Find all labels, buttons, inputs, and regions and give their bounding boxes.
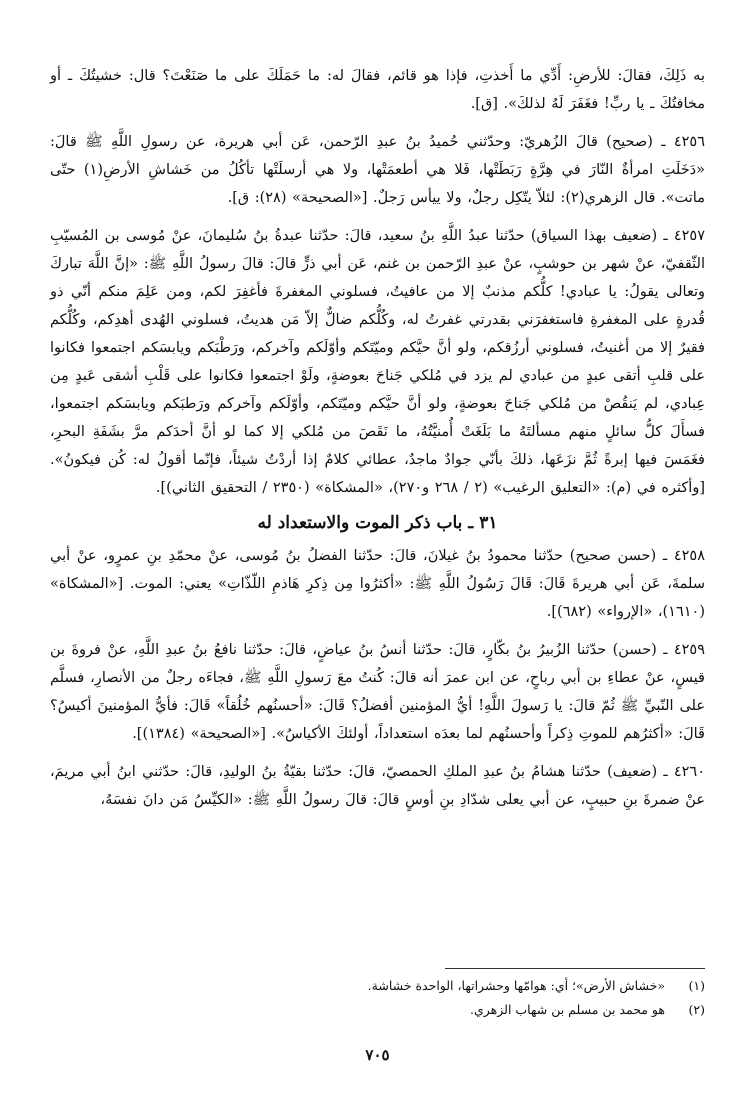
footnote-number: (٢) [688, 1002, 705, 1017]
chapter-title: ٣١ ـ باب ذكر الموت والاستعداد له [257, 513, 498, 533]
hadith-4260: ٤٢٦٠ ـ (ضعيف) حدّثنا هشامُ بنُ عبدِ الملكِ الحمصيّ، قالَ: حدّثنا بقيّةُ بنُ الوليدِ، قالَ: حدّثني ابنُ أبي مريمَ، عنْ ضمرةَ بنِ حبيبٍ، عن أبي يعلى شدّادِ بنِ أوسٍ قالَ: قالَ رسولُ اللَّهِ ﷺ: «الكيِّسُ مَن دانَ نفسَهُ، [50, 764, 705, 808]
hadith-4258: ٤٢٥٨ ـ (حسن صحيح) حدّثنا محمودُ بنُ غيلانَ، قالَ: حدّثنا الفضلُ بنُ مُوسى، عنْ محمّدِ بنِ عمرٍو، عنْ أبي سلمةَ، عَن أبي هريرةَ قَالَ: قَالَ رَسُولُ اللَّهِ ﷺ: «أكثرُوا مِن ذِكرِ هَاذمِ اللّذّاتِ» يعني: الموت. [«المشكاة» (١٦١٠)، «الإرواء» (٦٨٢)]. [50, 548, 705, 620]
hadith-4259: ٤٢٥٩ ـ (حسن) حدّثنا الزُبيرُ بنُ بكّارٍ، قالَ: حدّثنا أنسُ بنُ عياضٍ، قالَ: حدّثنا نافعُ بنُ عبدِ اللَّهِ، عنْ فروةَ بن قيسٍ، عنْ عطاءِ بن أبي رباحٍ، عن ابن عمرَ أنه قالَ: كُنتُ معَ رَسولِ اللَّهِ ﷺ، فجاءَه رجلٌ من الأنصارِ، فسلَّم على النّبيِّ ﷺ ثُمّ قالَ: يا رَسولَ اللَّهِ! أيُّ المؤمنين أفضلُ؟ قَالَ: «أحسنُهم خُلُقاً» قَالَ: فأيُّ المؤمنينَ أكيسُ؟ قَالَ: «أكثرُهم للموتِ ذِكراً وأحسنُهم لما بعدَه استعداداً، أولئكَ الأكياسُ». [«الصحيحة» (١٣٨٤)]. [50, 642, 705, 742]
footnote-text: هو محمد بن مسلم بن شهاب الزهري. [470, 1002, 665, 1017]
footnote-1 [50, 974, 705, 998]
intro-paragraph: به ذَلِكَ، فقالَ: للأرضِ: أَدِّي ما أَخذتِ، فإذا هو قائم، فقالَ له: ما حَمَلَكَ على ما صَنَعْتَ؟ قال: خشيتُكَ ـ أو مخافتُكَ ـ يا ربِّ! فغَفَرَ لَهُ لذلكَ». [ق]. [50, 68, 705, 112]
footnote-text: «خشاش الأرض»؛ أي: هوامّها وحشراتها، الواحدة خشاشة. [367, 978, 665, 993]
page-number: ٧٠٥ [365, 1046, 390, 1064]
footnote-number: (١) [688, 978, 705, 993]
footnotes [50, 974, 705, 1022]
hadith-4256: ٤٢٥٦ ـ (صحيح) قالَ الزُهريّ: وحدّثني حُميدُ بنُ عبدِ الرّحمن، عَن أبي هريرة، عن رسولِ اللَّهِ ﷺ قالَ: «دَخَلَتِ امرأةٌ النّارَ في هِرَّةٍ رَبَطَتْها، فَلا هي أطعمَتْها، ولا هي أرسلَتْها تأكُلُ من خَشاشِ الأرضِ(١) حتّى ماتت». قال الزهري(٢): لئلاّ يتّكِل رجلٌ، ولا ييأس رَجلٌ. [«الصحيحة» (٢٨): ق]. [50, 134, 705, 206]
footnote-separator [445, 968, 705, 969]
footnote-2 [50, 998, 705, 1022]
hadith-4257: ٤٢٥٧ ـ (ضعيف بهذا السياق) حدّثنا عبدُ اللَّهِ بنُ سعيد، قالَ: حدّثنا عبدةُ بنُ سُليمانَ، عنْ مُوسى بن المُسيّبِ الثّقفيّ، عنْ شهر بن حوشبٍ، عنْ عبدِ الرّحمن بن غنم، عَن أبي ذرٍّ قالَ: قالَ رسولُ اللَّهِ ﷺ: «إنَّ اللَّهَ تباركَ وتعالى يقولُ: يا عبادي! كلُّكم مذنبٌ إلا من عافيتُ، فسلوني المغفرةَ فأغفِرَ لكم، ومن عَلِمَ منكم أنّي ذو قُدرةٍ على المغفرةِ فاستغفرَني بقدرتي غفرتُ له، وكُلُّكم ضالٌّ إلاّ مَن هديتُ، فسلوني الهُدى أهدِكم، وكُلُّكم فقيرٌ إلا من أغنيتُ، فسلوني أرزُقكم، ولو أنَّ حيَّكم وميّتَكم وأوّلَكم وآخركم، ورَطْبَكم ويابسَكم اجتمعوا فكانوا على قلبِ أتقى عبدٍ من عبادي لم يزد في مُلكي جَناحَ بعوضةٍ، ولَوْ اجتمعوا فكانوا على قَلْبِ أشقى عَبدٍ مِن عِبادي، لم يَنقُصْ من مُلكي جَناحَ بعوضةٍ، ولو أنَّ حيَّكم وميّتَكم، وأوّلَكم وآخركم ورَطبَكم ويابسَكم اجتمعوا، فسأَلَ كلُّ سائلٍ منهم مسألتَهُ ما بَلَغَتْ أُمنيَّتُهُ، ما نَقَصَ من مُلكي إلا كما لو أنَّ أحدَكم مرَّ بشَفَةِ البحرِ، فغَمَسَ فيها إبرةً ثُمَّ نزَعَها، ذلكَ بأنّي جوادٌ ماجدٌ، عطائي كلامٌ إذا أردْتُ شيئاً، فإنّما أقولُ له: كُن فيكونُ». [وأكثره في (م): «التعليق الرغيب» (٢ / ٢٦٨ و٢٧٠)، «المشكاة» (٢٣٥٠ / التحقيق الثاني)]. [50, 228, 705, 496]
